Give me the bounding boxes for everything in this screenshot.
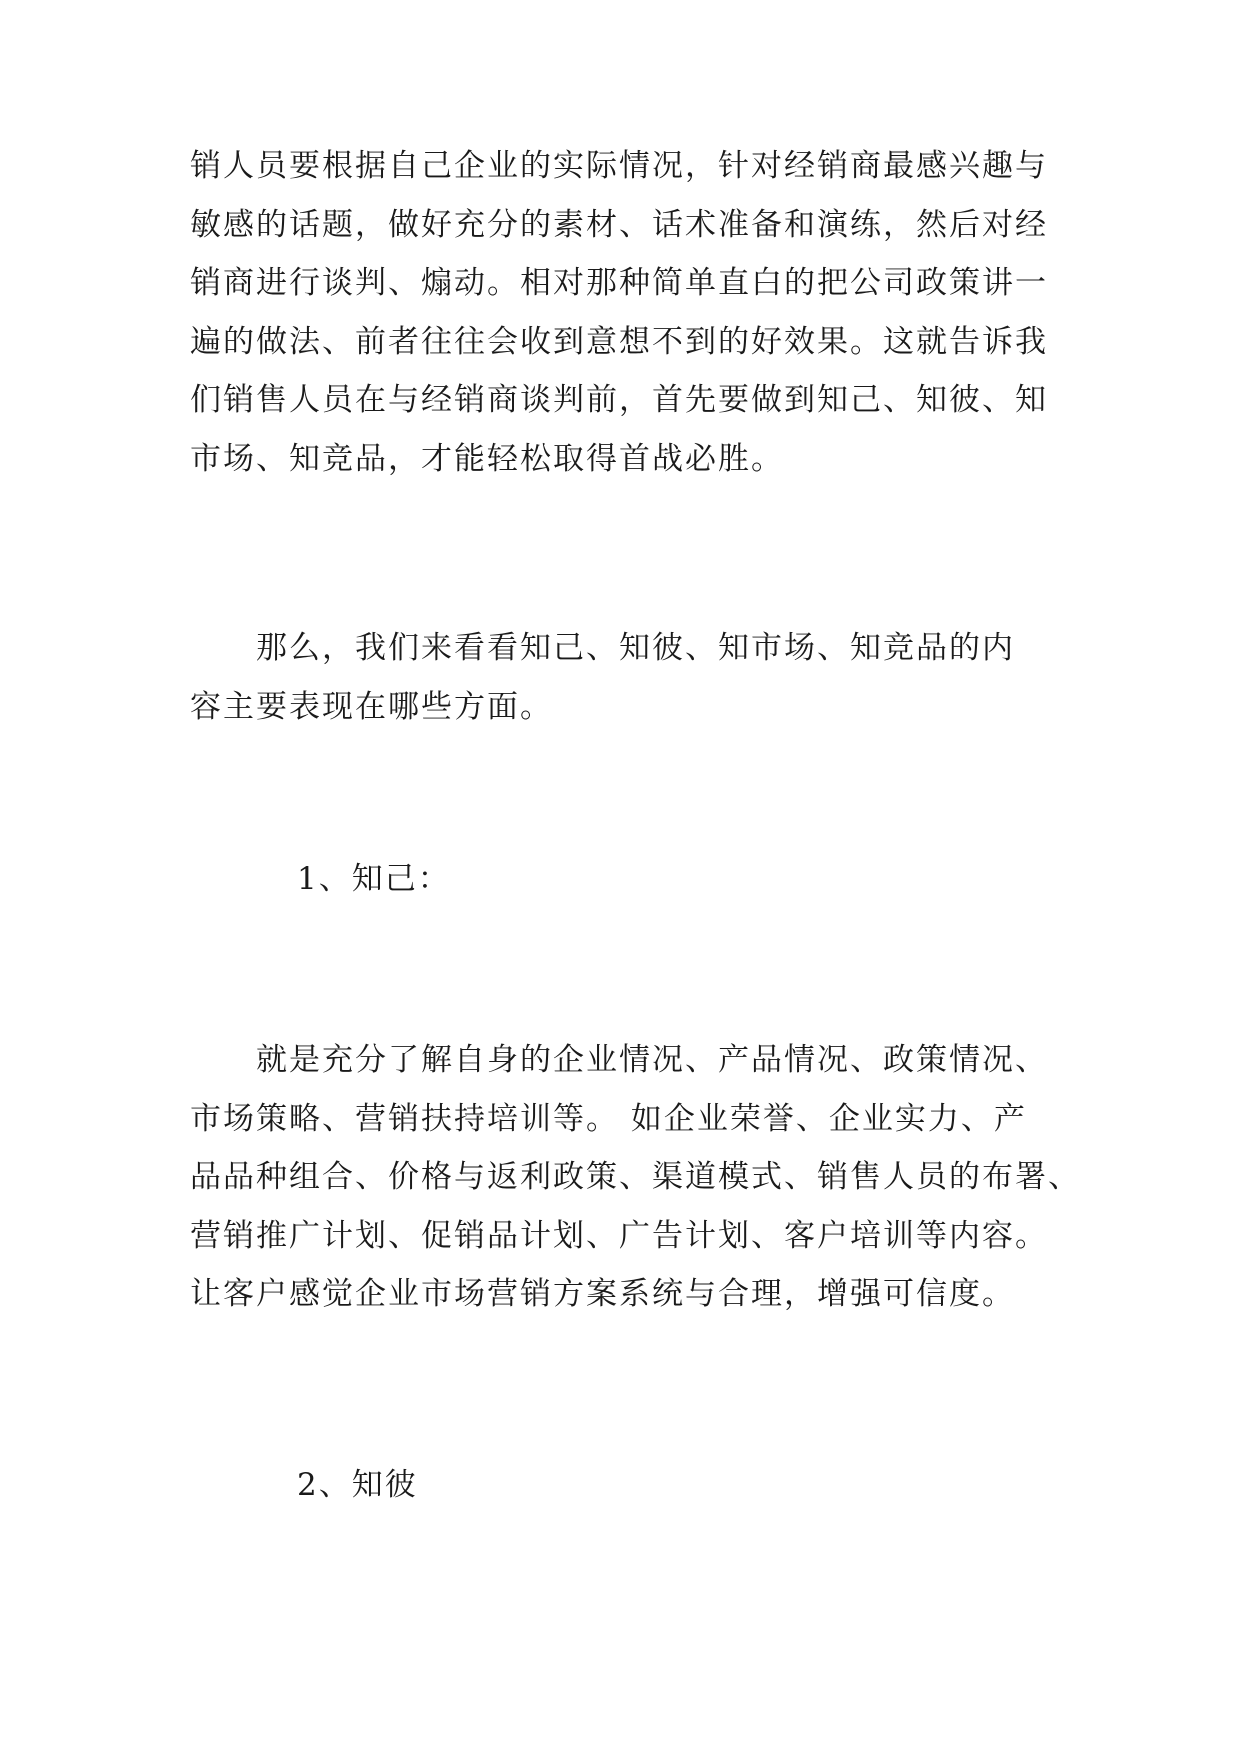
paragraph-line: 们销售人员在与经销商谈判前，首先要做到知己、知彼、知 <box>190 382 1048 418</box>
paragraph-question <box>190 619 1060 736</box>
paragraph-line: 销人员要根据自己企业的实际情况，针对经销商最感兴趣与 <box>190 148 1048 184</box>
paragraph-line: 敏感的话题，做好充分的素材、话术准备和演练，然后对经 <box>190 206 1048 243</box>
paragraph-intro <box>190 137 1060 488</box>
paragraph-know-self <box>190 1031 1081 1324</box>
paragraph-line: 遍的做法、前者往往会收到意想不到的好效果。这就告诉我 <box>190 323 1048 360</box>
paragraph-line: 市场、知竞品，才能轻松取得首战必胜。 <box>190 440 784 477</box>
paragraph-line: 销商进行谈判、煽动。相对那种简单直白的把公司政策讲一 <box>190 265 1048 301</box>
paragraph-line: 就是充分了解自身的企业情况、产品情况、政策情况、 <box>190 1042 1048 1078</box>
paragraph-line: 让客户感觉企业市场营销方案系统与合理，增强可信度。 <box>190 1276 1015 1312</box>
section-heading-know-self: 1、知己： <box>297 861 451 897</box>
paragraph-line: 营销推广计划、促销品计划、广告计划、客户培训等内容。 <box>190 1217 1048 1254</box>
paragraph-line: 市场策略、营销扶持培训等。 如企业荣誉、企业实力、产 <box>190 1100 1027 1137</box>
paragraph-line: 品品种组合、价格与返利政策、渠道模式、销售人员的布署、 <box>190 1159 1081 1195</box>
paragraph-line: 那么，我们来看看知己、知彼、知市场、知竞品的内 <box>190 630 1015 666</box>
paragraph-line: 容主要表现在哪些方面。 <box>190 688 553 725</box>
section-heading-know-others: 2、知彼 <box>297 1467 418 1503</box>
